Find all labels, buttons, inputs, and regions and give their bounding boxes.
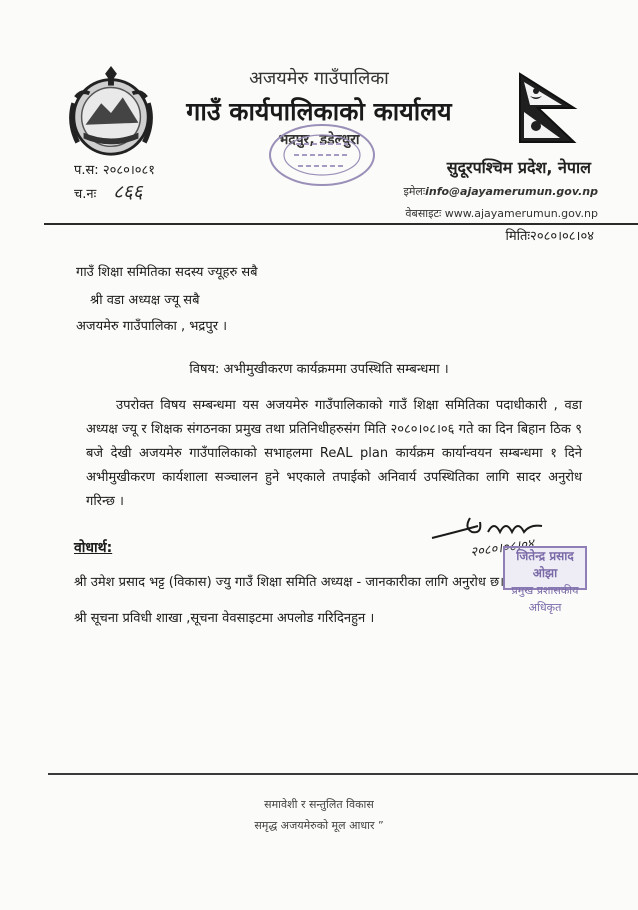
cc-line-1: श्री उमेश प्रसाद भट्ट (विकास) ज्यु गाउँ शिक्षा समिति अध्यक्ष - जानकारीका लागि अनुरोध छ। [74,575,505,590]
office-seal-icon [266,122,378,188]
municipality-name: अजयमेरु गाउँपालिका [249,68,389,89]
official-stamp [503,546,587,614]
footer-motto-2: समृद्ध अजयमेरुको मूल आधार ” [254,819,384,832]
header-divider [44,223,638,225]
dispatch-number-label: च.नः [74,187,97,202]
dispatch-number-value: ८६६ [113,181,143,203]
signature-date: २०८०।०८।०४ [469,536,535,561]
website-label: वेबसाइटः [405,207,442,220]
footer-divider [48,773,638,775]
address-line-1: गाउँ शिक्षा समितिका सदस्य ज्यूहरु सबै [76,265,258,280]
nepal-flag-icon [516,72,578,144]
address-line-3: अजयमेरु गाउँपालिका , भद्रपुर । [76,319,228,334]
cc-line-2: श्री सूचना प्रविधी शाखा ,सूचना वेवसाइटमा अपलोड गरिदिनहुन । [74,611,375,626]
letter-body: उपरोक्त विषय सम्बन्धमा यस अजयमेरु गाउँपालिकाको गाउँ शिक्षा समितिका पदाधीकारी , वडा अध्यक्ष ज्यू र शिक्षक संगठनका प्रमुख तथा प्रतिनिधीहरुसंग मिति २०८०।०८।०६ गते का दिन बिहान ठिक ९ बजे देखी अजयमेरु गाउँपालिकाको सभाहलमा ReAL plan कार्यक्रम कार्यान्वयन सम्बन्धमा १ दिने अभीमुखीकरण कार्यशाला सञ्चालन हुने भएकाले तपाईको अनिवार्य उपस्थितिका लागि सादर अनुरोध गरिन्छ । [86,398,583,509]
cc-title: वोधार्थ: [74,540,113,556]
address-line-2: श्री वडा अध्यक्ष ज्यू सबै [90,293,200,308]
email-label: इमेलः [403,185,426,198]
footer-motto-1: समावेशी र सन्तुलित विकास [264,798,374,811]
reference-number: प.स: २०८०।०८१ [74,163,156,178]
province-name: सुदूरपश्चिम प्रदेश, नेपाल [446,158,591,177]
office-name: गाउँ कार्यपालिकाको कार्यालय [186,97,452,126]
stamp-name: जितेन्द्र प्रसाद ओझा [516,549,574,580]
website-link[interactable]: www.ajayamerumun.gov.np [444,207,598,220]
stamp-title: प्रमुख प्रशासकीय अधिकृत [511,584,579,614]
letter-subject: विषय: अभीमुखीकरण कार्यक्रममा उपस्थिति सम्बन्धमा । [189,362,449,377]
email-line [403,184,598,199]
email-link[interactable]: info@ajayamerumun.gov.np [425,185,598,198]
letter-date: मितिः२०८०।०८।०४ [505,229,594,244]
website-line [405,206,598,221]
office-place: भद्रपुर, डडेल्धुरा [278,132,360,148]
